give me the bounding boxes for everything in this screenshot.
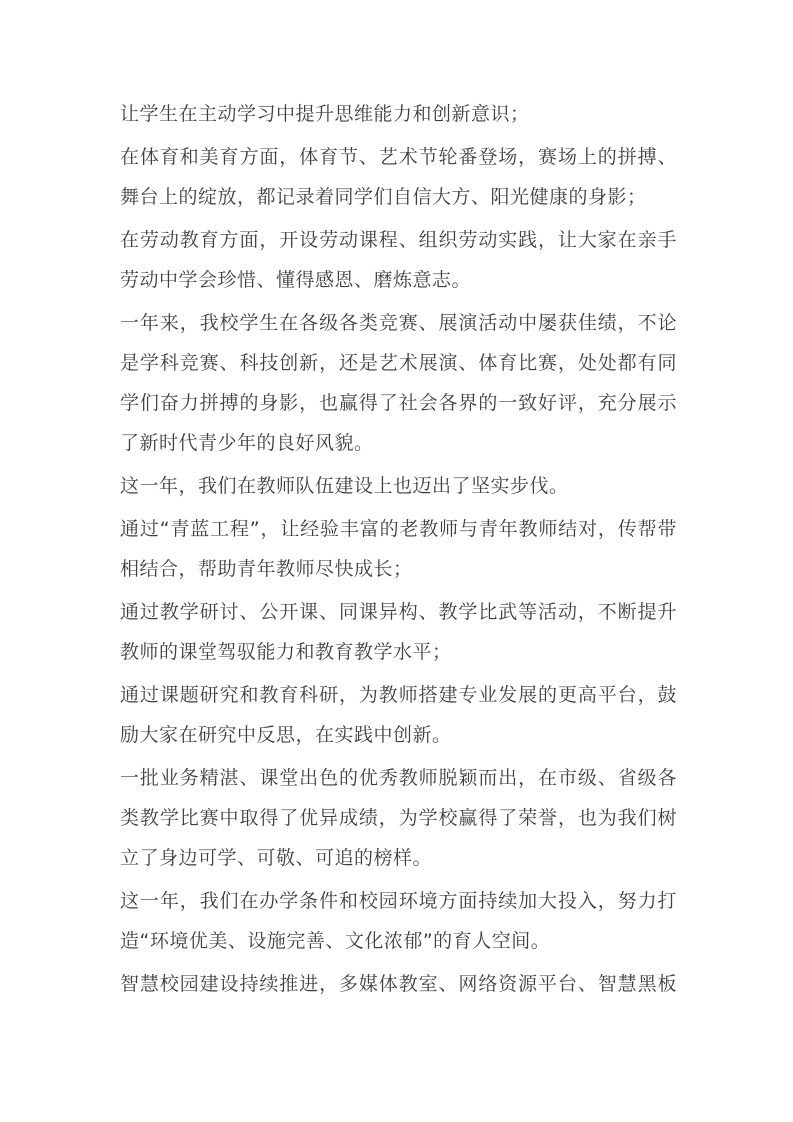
text-line: 励大家在研究中反思，在实践中创新。 bbox=[120, 724, 452, 746]
paragraph bbox=[120, 466, 677, 506]
paragraph bbox=[120, 137, 677, 217]
text-line: 造“环境优美、设施完善、文化浓郁”的育人空间。 bbox=[120, 930, 551, 952]
text-line: 让学生在主动学习中提升思维能力和创新意识； bbox=[120, 103, 530, 125]
paragraph bbox=[120, 964, 677, 1004]
text-line: 通过课题研究和教育科研，为教师搭建专业发展的更高平台，鼓 bbox=[120, 684, 677, 706]
text-line: 通过“青蓝工程”，让经验丰富的老教师与青年教师结对，传帮带 bbox=[120, 518, 677, 540]
text-line: 这一年，我们在教师队伍建设上也迈出了坚实步伐。 bbox=[120, 475, 569, 497]
paragraph bbox=[120, 675, 677, 755]
text-line: 智慧校园建设持续推进，多媒体教室、网络资源平台、智慧黑板 bbox=[120, 973, 677, 995]
text-line: 教师的课堂驾驭能力和教育教学水平； bbox=[120, 641, 452, 663]
paragraph bbox=[120, 220, 677, 300]
text-line: 相结合，帮助青年教师尽快成长； bbox=[120, 558, 413, 580]
text-line: 这一年，我们在办学条件和校园环境方面持续加大投入，努力打 bbox=[120, 890, 677, 912]
text-line: 了新时代青少年的良好风貌。 bbox=[120, 432, 374, 454]
paragraph bbox=[120, 881, 677, 961]
text-line: 一批业务精湛、课堂出色的优秀教师脱颖而出，在市级、省级各 bbox=[120, 767, 677, 789]
text-line: 类教学比赛中取得了优异成绩，为学校赢得了荣誉，也为我们树 bbox=[120, 807, 677, 829]
text-line: 一年来，我校学生在各级各类竞赛、展演活动中屡获佳绩，不论 bbox=[120, 312, 677, 334]
text-line: 舞台上的绽放，都记录着同学们自信大方、阳光健康的身影； bbox=[120, 186, 647, 208]
text-line: 劳动中学会珍惜、懂得感恩、磨炼意志。 bbox=[120, 269, 472, 291]
text-line: 在体育和美育方面，体育节、艺术节轮番登场，赛场上的拼搏、 bbox=[120, 146, 677, 168]
paragraph bbox=[120, 758, 677, 878]
paragraph bbox=[120, 303, 677, 463]
text-line: 学们奋力拼搏的身影，也赢得了社会各界的一致好评，充分展示 bbox=[120, 392, 677, 414]
paragraph bbox=[120, 509, 677, 589]
text-line: 通过教学研讨、公开课、同课异构、教学比武等活动，不断提升 bbox=[120, 601, 677, 623]
paragraph bbox=[120, 94, 677, 134]
paragraph bbox=[120, 592, 677, 672]
text-line: 是学科竞赛、科技创新，还是艺术展演、体育比赛，处处都有同 bbox=[120, 352, 677, 374]
document-text-block bbox=[120, 94, 677, 1004]
text-line: 在劳动教育方面，开设劳动课程、组织劳动实践，让大家在亲手 bbox=[120, 229, 677, 251]
text-line: 立了身边可学、可敬、可追的榜样。 bbox=[120, 847, 433, 869]
